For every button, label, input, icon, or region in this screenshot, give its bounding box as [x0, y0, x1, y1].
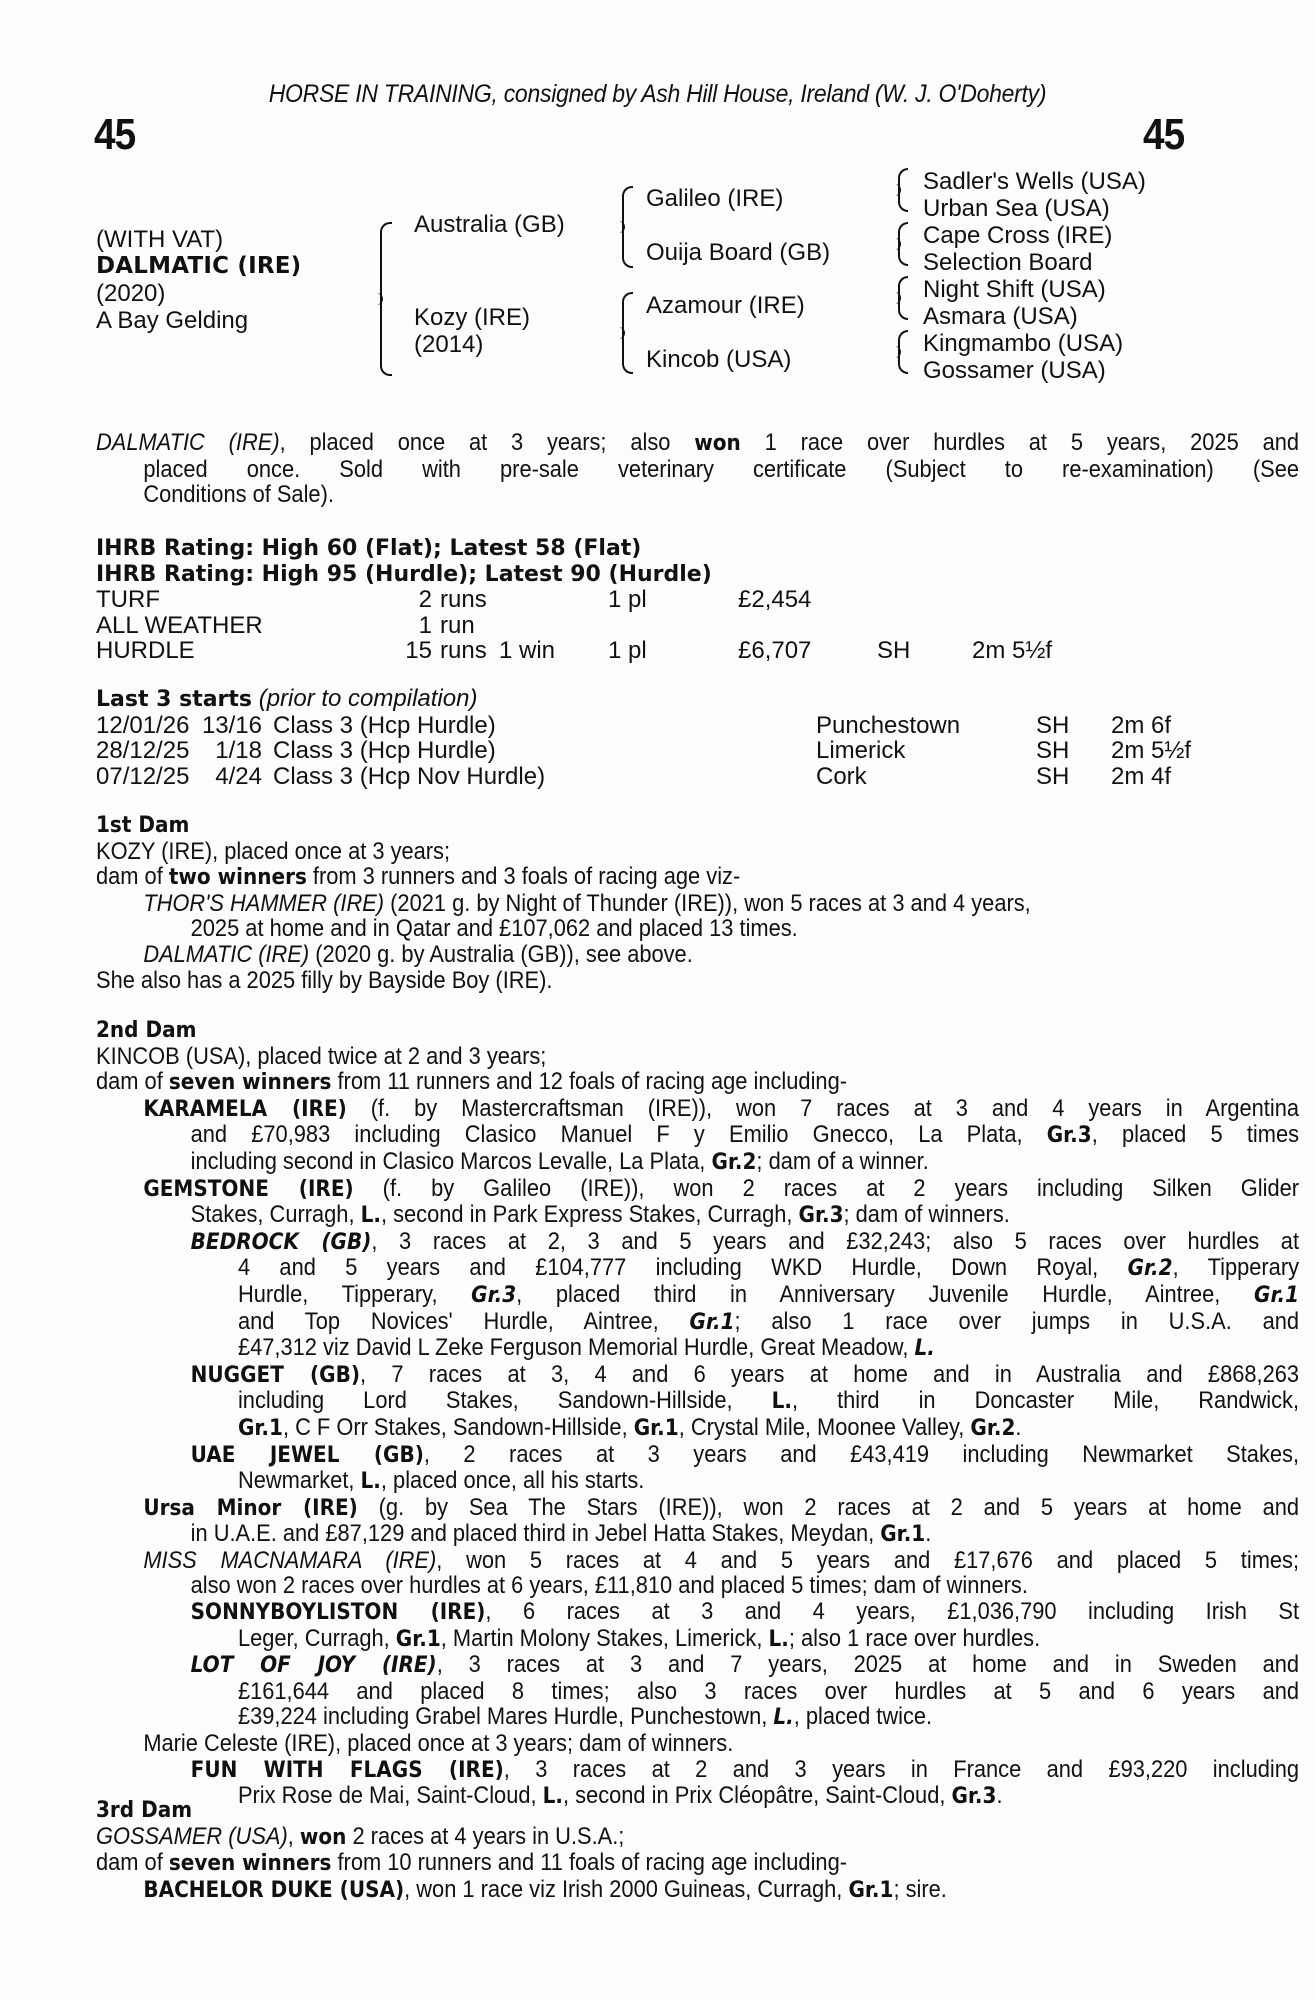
produce-entry: SONNYBOYLISTON (IRE), 6 races at 3 and 4 years, £1,036,790 including Irish St Leger, Curragh, Gr.1, Martin Molony Stakes, Limerick, L.; also 1 race over hurdles. [190, 1598, 1300, 1652]
pedigree-gen3-item: Selection Board [923, 249, 1093, 276]
pedigree-gen3-item: Kingmambo (USA) [923, 330, 1124, 357]
horse-summary: DALMATIC (IRE), placed once at 3 years; also won 1 race over hurdles at 5 years, 2025 and placed once. Sold with pre-sale veterinary certificate (Subject to re-examination) (See Conditions of Sale). [96, 429, 1300, 509]
produce-entry: Ursa Minor (IRE) (g. by Sea The Stars (IRE)), won 2 races at 2 and 5 years at home and in U.A.E. and £87,129 and placed third in Jebel Hatta Stakes, Meydan, Gr.1. [143, 1493, 1300, 1548]
pedigree-brace [898, 330, 908, 374]
third-dam-section: 3rd Dam GOSSAMER (USA), won 2 races at 4 years in U.S.A.; dam of seven winners from 10 runners and 11 foals of racing age including- BACHELOR DUKE (USA), won 1 race viz Irish 2000 Guineas, Curragh, Gr.1; sire. [96, 1798, 1299, 1903]
rating-flat: IHRB Rating: High 60 (Flat); Latest 58 (Flat) [96, 536, 642, 561]
race-record-table [96, 587, 1196, 664]
pedigree-gen3-item: Night Shift (USA) [923, 276, 1106, 303]
horse-description: A Bay Gelding [96, 307, 249, 334]
produce-entry: GEMSTONE (IRE) (f. by Galileo (IRE)), won 2 races at 2 years including Silken Glider Stakes, Curragh, L., second in Park Express Stakes, Curragh, Gr.3; dam of winners. [143, 1174, 1300, 1229]
produce-entry: DALMATIC (IRE) (2020 g. by Australia (GB)), see above. [143, 940, 693, 968]
produce-entry: KARAMELA (IRE) (f. by Mastercraftsman (IRE)), won 7 races at 3 and 4 years in Argentina and £70,983 including Clasico Manuel F y Emilio Gnecco, La Plata, Gr.3, placed 5 times including second in Clasico Marcos Levalle, La Plata, Gr.2; dam of a winner. [143, 1094, 1300, 1175]
ratings [96, 536, 712, 587]
pedigree-dam-dam: Kincob (USA) [646, 346, 792, 373]
pedigree-gen3-item: Sadler's Wells (USA) [923, 168, 1146, 195]
pedigree-brace [898, 222, 908, 266]
last-starts-heading: Last 3 starts [96, 687, 253, 712]
vat-note: (WITH VAT) [96, 226, 224, 253]
pedigree-sire-sire: Galileo (IRE) [646, 185, 784, 212]
pedigree-brace [622, 292, 633, 374]
produce-entry: THOR'S HAMMER (IRE) (2021 g. by Night of Thunder (IRE)), won 5 races at 3 and 4 years, [143, 889, 1031, 917]
race-record-row: HURDLE 15 runs 1 win 1 pl £6,707 SH 2m 5½f [96, 637, 1053, 665]
last-start-row: 12/01/26 13/16 Class 3 (Hcp Hurdle) Punchestown SH 2m 6f [96, 711, 1172, 739]
rating-hurdle: IHRB Rating: High 95 (Hurdle); Latest 90 (Hurdle) [96, 561, 712, 587]
horse-year: (2020) [96, 280, 166, 307]
pedigree-brace [380, 222, 392, 376]
horse-name: DALMATIC (IRE) [96, 253, 302, 279]
summary-name: DALMATIC (IRE) [96, 429, 280, 456]
produce-entry: FUN WITH FLAGS (IRE), 3 races at 2 and 3 years in France and £93,220 including Prix Rose de Mai, Saint-Cloud, L., second in Prix Cléopâtre, Saint-Cloud, Gr.3. [190, 1755, 1300, 1810]
pedigree-brace [898, 168, 908, 212]
lot-number-left: 45 [94, 110, 136, 159]
last-starts [96, 686, 1226, 789]
pedigree-gen3-item: Gossamer (USA) [923, 357, 1106, 384]
pedigree-dam-sire: Azamour (IRE) [646, 292, 805, 319]
third-dam-heading: 3rd Dam [96, 1798, 193, 1823]
race-record-row: ALL WEATHER 1 run [96, 611, 475, 639]
second-dam-heading: 2nd Dam [96, 1018, 197, 1043]
pedigree-gen3-item: Cape Cross (IRE) [923, 222, 1113, 249]
pedigree-brace [622, 186, 633, 268]
last-start-row: 07/12/25 4/24 Class 3 (Hcp Nov Hurdle) Cork SH 2m 4f [96, 762, 1172, 790]
produce-entry: MISS MACNAMARA (IRE), won 5 races at 4 and 5 years and £17,676 and placed 5 times; also won 2 races over hurdles at 6 years, £11,810 and placed 5 times; dam of winners. [143, 1546, 1300, 1600]
pedigree-dam: Kozy (IRE) [414, 304, 531, 331]
pedigree-gen3 [923, 168, 1146, 384]
catalogue-header-title: HORSE IN TRAINING, consigned by Ash Hill House, Ireland (W. J. O'Doherty) [268, 80, 1047, 108]
produce-entry: BACHELOR DUKE (USA), won 1 race viz Irish 2000 Guineas, Curragh, Gr.1; sire. [143, 1875, 947, 1903]
lot-number-right: 45 [1143, 110, 1185, 159]
horse-identity [96, 226, 301, 334]
produce-entry: NUGGET (GB), 7 races at 3, 4 and 6 years at home and in Australia and £868,263 including Lord Stakes, Sandown-Hillside, L., third in Doncaster Mile, Randwick, Gr.1, C F Orr Stakes, Sandown-Hillside, Gr.1, Crystal Mile, Moonee Valley, Gr.2. [190, 1360, 1300, 1441]
pedigree-dam-year: (2014) [414, 331, 484, 358]
produce-entry: BEDROCK (GB), 3 races at 2, 3 and 5 years and £32,243; also 5 races over hurdles at 4 and 5 years and £104,777 including WKD Hurdle, Down Royal, Gr.2, Tipperary Hurdle, Tipperary, Gr.3, placed third in Anniversary Juvenile Hurdle, Aintree, Gr.1 and Top Novices' Hurdle, Aintree, Gr.1; also 1 race over jumps in U.S.A. and £47,312 viz David L Zeke Ferguson Memorial Hurdle, Great Meadow, L. [190, 1227, 1300, 1362]
produce-entry: LOT OF JOY (IRE), 3 races at 3 and 7 years, 2025 at home and in Sweden and £161,644 and placed 8 times; also 3 races over hurdles at 5 and 6 years and £39,224 including Grabel Mares Hurdle, Punchestown, L., placed twice. [190, 1651, 1300, 1731]
first-dam-heading: 1st Dam [96, 813, 190, 838]
first-dam-section: 1st Dam KOZY (IRE), placed once at 3 years; dam of two winners from 3 runners and 3 foals of racing age viz- THOR'S HAMMER (IRE) (2021 g. by Night of Thunder (IRE)), won 5 races at 3 and 4 years, 2025 at home and in Qatar and £107,062 and placed 13 times. DALMATIC (IRE) (2020 g. by Australia (GB)), see above. She also has a 2025 filly by Bayside Boy (IRE). [96, 813, 1299, 993]
produce-entry: Marie Celeste (IRE), placed once at 3 years; dam of winners. [143, 1730, 734, 1758]
pedigree-gen3-item: Asmara (USA) [923, 303, 1078, 330]
last-start-row: 28/12/25 1/18 Class 3 (Hcp Hurdle) Limerick SH 2m 5½f [96, 737, 1192, 765]
pedigree-sire-dam: Ouija Board (GB) [646, 239, 831, 266]
pedigree-gen3-item: Urban Sea (USA) [923, 195, 1110, 222]
race-record-row: TURF 2 runs 1 pl £2,454 [96, 586, 812, 613]
produce-entry: UAE JEWEL (GB), 2 races at 3 years and £43,419 including Newmarket Stakes, Newmarket, L., placed once, all his starts. [190, 1440, 1300, 1495]
second-dam-section: 2nd Dam KINCOB (USA), placed twice at 2 and 3 years; dam of seven winners from 11 runners and 12 foals of racing age including- KARAMELA (IRE) (f. by Mastercraftsman (IRE)), won 7 races at 3 and 4 years in Argentina and £70,983 including Clasico Manuel F y Emilio Gnecco, La Plata, Gr.3, placed 5 times including second in Clasico Marcos Levalle, La Plata, Gr.2; dam of a winner. GEMSTONE (IRE) (f. by Galileo (IRE)), won 2 races at 2 years including Silken Glider Stakes, Curragh, L., second in Park Express Stakes, Curragh, Gr.3; dam of winners. BEDROCK (GB), 3 races at 2, 3 and 5 years and £32,243; also 5 races over hurdles at 4 and 5 years and £104,777 including WKD Hurdle, Down Royal, Gr.2, Tipperary Hurdle, Tipperary, Gr.3, placed third in Anniversary Juvenile Hurdle, Aintree, Gr.1 and Top Novices' Hurdle, Aintree, Gr.1; also 1 race over jumps in U.S.A. and £47,312 viz David L Zeke Ferguson Memorial Hurdle, Great Meadow, L. NUGGET (GB), 7 races at 3, 4 and 6 years at home and in Australia and £868,263 including Lord Stakes, Sandown-Hillside, L., third in Doncaster Mile, Randwick, Gr.1, C F Orr Stakes, Sandown-Hillside, Gr.1, Crystal Mile, Moonee Valley, Gr.2. UAE JEWEL (GB), 2 races at 3 years and £43,419 including Newmarket Stakes, Newmarket, L., placed once, all his starts. Ursa Minor (IRE) (g. by Sea The Stars (IRE)), won 2 races at 2 and 5 years at home and in U.A.E. and £87,129 and placed third in Jebel Hatta Stakes, Meydan, Gr.1. MISS MACNAMARA (IRE), won 5 races at 4 and 5 years and £17,676 and placed 5 times; also won 2 races over hurdles at 6 years, £11,810 and placed 5 times; dam of winners. SONNYBOYLISTON (IRE), 6 races at 3 and 4 years, £1,036,790 including Irish St Leger, Curragh, Gr.1, Martin Molony Stakes, Limerick, L.; also 1 race over hurdles. LOT OF JOY (IRE), 3 races at 3 and 7 years, 2025 at home and in Sweden and £161,644 and placed 8 times; also 3 races over hurdles at 5 and 6 years and £39,224 including Grabel Mares Hurdle, Punchestown, L., placed twice. Marie Celeste (IRE), placed once at 3 years; dam of winners. FUN WITH FLAGS (IRE), 3 races at 2 and 3 years in France and £93,220 including Prix Rose de Mai, Saint-Cloud, L., second in Prix Cléopâtre, Saint-Cloud, Gr.3. [96, 1018, 1300, 1810]
last-starts-note: (prior to compilation) [258, 685, 478, 712]
pedigree-sire: Australia (GB) [414, 211, 565, 238]
pedigree-brace [898, 276, 908, 320]
